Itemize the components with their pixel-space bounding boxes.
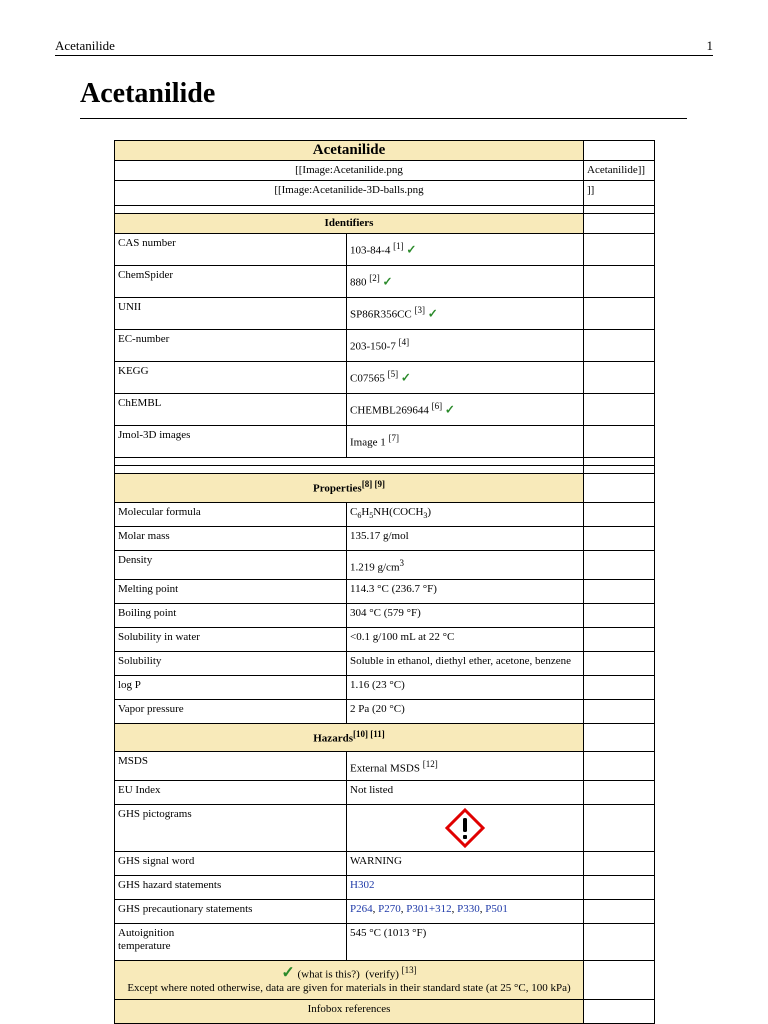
row-label: ChemSpider — [115, 266, 347, 298]
citation[interactable]: [5] — [387, 369, 399, 379]
what-is-this-link[interactable]: (what is this?) — [297, 968, 360, 981]
table-row — [115, 234, 655, 266]
chembox-infobox — [114, 140, 655, 1024]
row-label: KEGG — [115, 362, 347, 394]
table-row — [115, 502, 655, 526]
citation[interactable]: [1] — [393, 241, 404, 251]
infobox-title: Acetanilide — [115, 141, 584, 161]
table-row — [115, 330, 655, 362]
title-divider — [80, 118, 687, 119]
row-value: 135.17 g/mol — [347, 526, 584, 550]
row-label: Solubility in water — [115, 627, 347, 651]
row-value: C07565 [5] ✓ — [347, 362, 584, 394]
jmol-link[interactable]: Image 1 — [350, 436, 386, 449]
citation[interactable]: [7] — [388, 433, 399, 443]
row-label: EC-number — [115, 330, 347, 362]
table-row — [115, 805, 655, 852]
row-value — [347, 752, 584, 781]
verified-check-icon: ✓ — [444, 402, 455, 417]
hazards-header: Hazards[10] [11] — [115, 723, 584, 752]
row-value: Soluble in ethanol, diethyl ether, acetone, benzene — [347, 651, 584, 675]
row-value: 880 [2] ✓ — [347, 266, 584, 298]
row-value: 114.3 °C (236.7 °F) — [347, 579, 584, 603]
citation[interactable]: [3] — [414, 305, 425, 315]
image2-link[interactable]: [[Image:Acetanilide-3D-balls.png — [115, 181, 584, 206]
running-header — [55, 38, 713, 56]
table-row — [115, 603, 655, 627]
row-value: WARNING — [347, 852, 584, 876]
identifiers-header: Identifiers — [115, 214, 584, 234]
row-value: Not listed — [347, 781, 584, 805]
table-row — [115, 394, 655, 426]
table-row — [115, 426, 655, 458]
verified-check-icon: ✓ — [281, 964, 295, 982]
image1-link[interactable]: [[Image:Acetanilide.png — [115, 161, 584, 181]
row-label: ChEMBL — [115, 394, 347, 426]
precautionary-link[interactable]: P301+312 — [406, 903, 452, 916]
row-value: SP86R356CC [3] ✓ — [347, 298, 584, 330]
row-label: Boiling point — [115, 603, 347, 627]
image1-link-right: Acetanilide]] — [584, 161, 655, 181]
row-value: 304 °C (579 °F) — [347, 603, 584, 627]
row-value: 1.219 $g/cm^3$ — [347, 550, 584, 579]
hazard-statement-link[interactable]: H302 — [350, 879, 375, 892]
row-value: 545 °C (1013 °F) — [347, 924, 584, 961]
precautionary-link[interactable]: P264 — [350, 903, 373, 916]
table-row — [115, 627, 655, 651]
row-label: EU Index — [115, 781, 347, 805]
row-label: log P — [115, 675, 347, 699]
citation[interactable]: [10] [11] — [352, 728, 385, 739]
row-value: 1.16 (23 °C) — [347, 675, 584, 699]
table-row — [115, 362, 655, 394]
page-number: 1 — [706, 38, 713, 53]
citation[interactable]: [4] — [398, 337, 410, 347]
row-value — [347, 426, 584, 458]
row-value: <0.1 g/100 mL at 22 °C — [347, 627, 584, 651]
row-value: 2 Pa (20 °C) — [347, 699, 584, 723]
precautionary-link[interactable]: P270 — [378, 903, 401, 916]
row-label: GHS precautionary statements — [115, 900, 347, 924]
table-row — [115, 852, 655, 876]
image2-link-right: ]] — [584, 181, 655, 206]
table-row — [115, 924, 655, 961]
table-row — [115, 550, 655, 579]
table-row — [115, 266, 655, 298]
properties-header: Properties[8] [9] — [115, 474, 584, 503]
standard-state-note: Except where noted otherwise, data are given for materials in their standard state (at 25 °C, 100 kPa) — [127, 981, 571, 994]
citation[interactable]: [13] — [401, 965, 417, 976]
table-row — [115, 675, 655, 699]
table-row — [115, 579, 655, 603]
infobox-footer — [115, 961, 584, 1000]
precautionary-link[interactable]: P501 — [485, 903, 508, 916]
row-label: Density — [115, 550, 347, 579]
table-row — [115, 699, 655, 723]
ghs-exclamation-icon — [445, 808, 485, 848]
precautionary-link[interactable]: P330 — [457, 903, 480, 916]
verified-check-icon: ✓ — [406, 242, 417, 257]
infobox-references: Infobox references — [115, 999, 584, 1023]
ghs-pictogram-cell — [347, 805, 584, 852]
row-label: Molecular formula — [115, 502, 347, 526]
row-label: MSDS — [115, 752, 347, 781]
row-label: GHS pictograms — [115, 805, 347, 852]
row-value: CHEMBL269644 [6] ✓ — [347, 394, 584, 426]
verified-check-icon: ✓ — [427, 306, 438, 321]
row-label: Melting point — [115, 579, 347, 603]
row-value: 103-84-4 [1] ✓ — [347, 234, 584, 266]
row-label: UNII — [115, 298, 347, 330]
citation[interactable]: [2] — [369, 273, 380, 283]
row-label: Molar mass — [115, 526, 347, 550]
row-label: Jmol-3D images — [115, 426, 347, 458]
row-label: Autoignition temperature — [115, 924, 347, 961]
row-label: GHS hazard statements — [115, 876, 347, 900]
article-title: Acetanilide — [80, 78, 216, 109]
row-label: CAS number — [115, 234, 347, 266]
citation[interactable]: [6] — [431, 401, 443, 411]
citation[interactable]: [12] — [422, 759, 438, 770]
verified-check-icon: ✓ — [382, 274, 393, 289]
row-label: Solubility — [115, 651, 347, 675]
verified-check-icon: ✓ — [400, 370, 411, 385]
row-value: 203-150-7 [4] — [347, 330, 584, 362]
citation[interactable]: [8] [9] — [361, 479, 385, 489]
row-value — [347, 876, 584, 900]
table-row — [115, 752, 655, 781]
table-row — [115, 298, 655, 330]
row-value: P264, P270, P301+312, P330, P501 — [347, 900, 584, 924]
row-label: Vapor pressure — [115, 699, 347, 723]
row-label: GHS signal word — [115, 852, 347, 876]
verify-link[interactable]: (verify) — [365, 968, 399, 981]
molecular-formula: $C_6H_5NH(COCH_3)$ — [347, 502, 584, 526]
running-header-title: Acetanilide — [55, 38, 115, 53]
table-row — [115, 781, 655, 805]
table-row — [115, 651, 655, 675]
external-msds-link[interactable]: External MSDS — [350, 762, 420, 775]
table-row — [115, 526, 655, 550]
table-row — [115, 900, 655, 924]
table-row — [115, 876, 655, 900]
